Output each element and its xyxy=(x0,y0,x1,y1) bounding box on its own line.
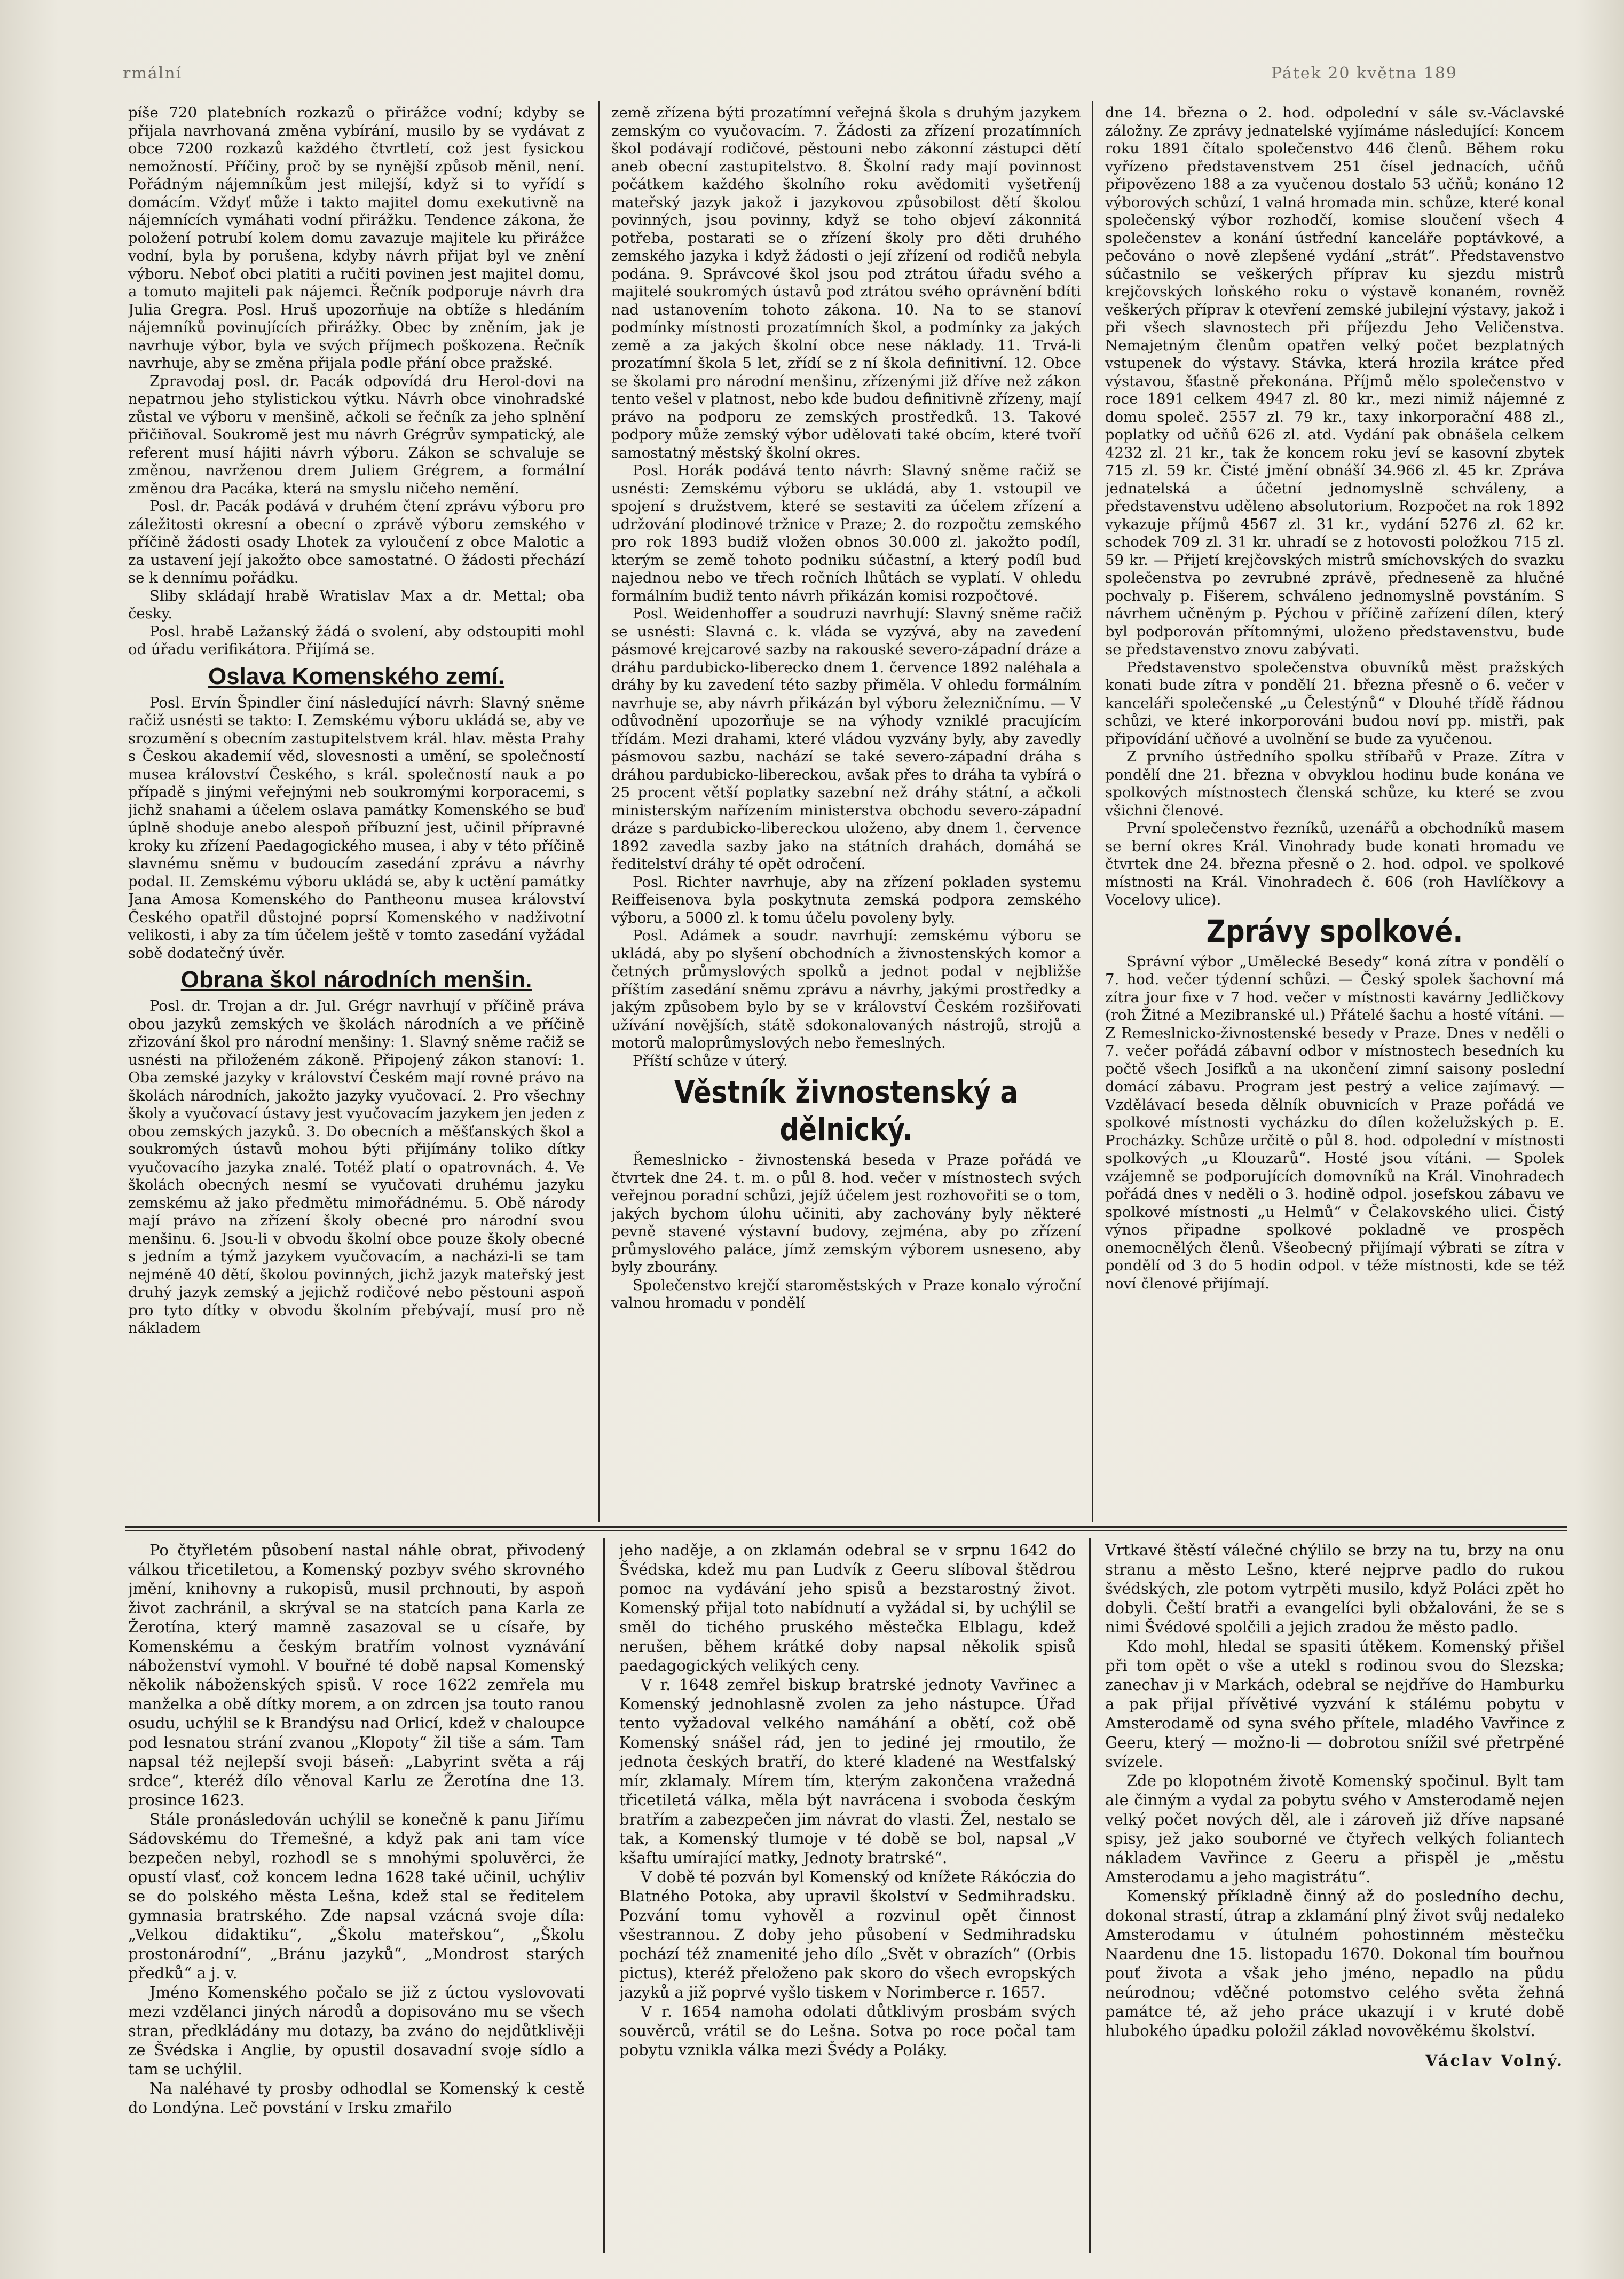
col3-paragraph-1: dne 14. března o 2. hod. odpolední v sále sv.-Václavské záložny. Ze zprávy jednatelské vyjímáme následující: Koncem roku 1891 čítalo společenstvo 446 členů. Během roku vyřízeno představenstvem 251 čísel jednacích, učňů připovězeno 188 a za vyučenou dostalo 53 učňů; konáno 12 výborových schůzí, 1 valná hromada min. schůze, které konal společenský výbor rozhodčí, komise sloučení všech 4 společenstev a konání ústřední kanceláře poptávkové, a pečováno o nově zlepšené vydání „strát“. Představenstvo súčastnilo se veškerých příprav ku sjezdu mistrů krejčovských loňského roku o výstavě konaném, rovněž veškerých příprav k otevření zemské jubilejní výstavy, jakož i při všech slavnostech při příjezdu Jeho Veličenstva. Nemajetným členům opatřen velký počet bezplatných vstupenek do výstavy. Stávka, která hrozila krátce před výstavou, šťastně překonána. Příjmů mělo společenstvo v roce 1891 celkem 4947 zl. 80 kr., mezi nimiž nájemné z domu společ. 2557 zl. 79 kr., taxy inkorporační 488 zl., poplatky od učňů 626 zl. atd. Vydání pak obnášela celkem 4232 zl. 21 kr., tak že koncem roku jeví se kasovní zbytek 715 zl. 59 kr. Čisté jmění obnáší 34.966 zl. 45 kr. Zpráva jednatelská a účetní jednomyslně schváleny, a představenstvu uděleno absolutorium. Rozpočet na rok 1892 vykazuje příjmů 4567 zl. 31 kr., vydání 5276 zl. 62 kr. schodek 709 zl. 31 kr. uhradí se z hotovosti položkou 715 zl. 59 kr. — Přijetí krejčovských mistrů smíchovských do svazku společenstva po zevrubné zprávě, předneseně za hlučné pochvaly p. Fišerem, schváleno jednomyslně povstáním. S návrhem učněným p. Pýchou v příčině zařízení dílen, který byl podporován přítomnými, uloženo představenstvu, bude se představenstvo znovu zabývati. xyxy=(1105,104,1564,658)
section-heading-oslava: Oslava Komenského zemí. xyxy=(208,663,505,689)
feuilleton-c3: Zde po klopotném životě Komenský spočinul. Bylt tam ale činným a vydal za pobytu svého v Amsterodamě nejen velký počet nových děl, ale i zároveň již dříve napsané spisy, jež jako souborné ve čtyřech velkých foliantech nákladem Vavřince z Geeru a přispěl je „městu Amsterodamu a jeho magistrátu“. xyxy=(1105,1772,1564,1886)
col2-paragraph-4: Posl. Richter navrhuje, aby na zřízení pokladen systemu Reiffeisenova byla poskytnuta zemská podpora zemského výboru, a 5000 zl. k tomu účelu povoleny byly. xyxy=(611,873,1081,926)
col2-paragraph-5: Posl. Adámek a soudr. navrhují: zemskému výboru se ukládá, aby po slyšení obchodních a živnostenských komor a četných průmyslových spolků a jednot podal v nejbližše příštím zasedání sněmu zprávu a návrhy, jakými prostředky a jakým způsobem bylo by se v království Českém rozšiřovati užívání novějších, státě sdokonalovaných nástrojů, strojů a motorů maloprůmyslových nebo řemeslných. xyxy=(611,927,1081,1051)
feuilleton-column-1 xyxy=(128,1541,585,2251)
col1-paragraph-7: Posl. dr. Trojan a dr. Jul. Grégr navrhují v příčině práva obou jazyků zemských ve školách národních a ve příčině zřizování škol pro národní menšiny: 1. Slavný sněme račiž se usnésti na přiloženém zákoně. Připojený zákon stanoví: 1. Oba zemské jazyky v království Českém mají rovné právo na školách národních, jakožto jazyky vyučovací. 2. Pro všechny školy a vyučovací ústavy jest vyučovacím jazykem jen jeden z obou zemských jazyků. 3. Do obecních a měšťanských škol a soukromých ústavů mohou býti přijímány toliko dítky vyučovacího jazyka znalé. Totéž platí o opatrovnách. 4. Ve školách obecných nesmí se vyučovati druhému jazyku zemskému až jako předmětu mimořádnému. 5. Obě národy mají právo na zřízení školy obecné pro národní svou menšinu. 6. Jsou-li v obvodu školní obce pouze školy obecné s jedním a týmž jazykem vyučovacím, a nacházi-li se tam nejméně 40 dětí, školou povinných, jichž jazyk mateřský jest druhý jazyk zemský a jejichž rodičové nebo pěstouni aspoň pro tyto dítky v obvodu školním přebývají, musí pro ně nákladem xyxy=(128,997,585,1337)
col3-paragraph-4: První společenstvo řezníků, uzenářů a obchodníků masem se berní okres Král. Vinohrady bude konati hromadu ve čtvrtek dne 24. března přesně o 2. hod. odpol. ve spolkové místnosti na Král. Vinohradech č. 606 (roh Havlíčkovy a Vocelovy ulice). xyxy=(1105,820,1564,908)
col3-paragraph-5: Správní výbor „Umělecké Besedy“ koná zítra v pondělí o 7. hod. večer týdenní schůzi. — Český spolek šachovní má zítra jour fixe v 7 hod. večer v místnosti kavárny Jedličkovy (roh Žitné a Mezibranské ul.) Přátelé šachu a hosté vítáni. — Z Remeslnicko-živnostenské besedy v Praze. Dnes v neděli o 7. večer pořádá zábavní odbor v místnostech besedních ku počtě všech Josifků a na ukončení zimní saisony poslední domácí zábavu. Program jest pestrý a velice zajímavý. — Vzdělávací beseda dělník obuvnicích v Praze pořádá ve spolkové místnosti vycházku do dílen koželužských p. E. Procházky. Schůze určitě o půl 8. hod. odpolední v místnosti spolkových „u Klouzarů“. Hosté jsou vítáni. — Spolek vzájemně se podporujících domovníků na Král. Vinohradech pořádá dnes v neděli o 3. hodině odpol. josefskou zábavu ve spolkové místnosti „u Helmů“ v Čelakovského ulici. Čistý výnos připadne spolkové pokladně ve prospěch onemocnělých členů. Všeobecný přijímají výbrati se zítra v pondělí od 3 do 5 hodin odpol. v téže místnosti, kde se též noví členové přijímají. xyxy=(1105,953,1564,1292)
feuilleton-divider-2 xyxy=(1089,1538,1091,2253)
feuilleton-column-2 xyxy=(619,1541,1076,2251)
feuilleton-b2: V r. 1648 zemřel biskup bratrské jednoty Vavřinec a Komenský jednohlasně zvolen za jeho nástupce. Úřad tento vyžadoval velkého namáhání a obětí, což obě Komenský snášel rád, jen to jediné jej rmoutilo, že jednota českých bratří, do které kladené na Westfalský mír, zklamaly. Mírem tím, kterým zakončena vražedná třicetiletá válka, měla být navrácena i svoboda českým bratřím a zabezpečen jim návrat do vlasti. Žel, nestalo se tak, a Komenský tlumoje v té době se bol, napsal „V kšaftu umírající matky, Jednoty bratrské“. xyxy=(619,1676,1076,1867)
feuilleton-a2: Stále pronásledován uchýlil se konečně k panu Jiřímu Sádovskému do Třemešné, a když pak ani tam více bezpečen nebyl, rozhodl se s mnohými spoluvěrci, že opustí vlasť, což koncem ledna 1628 také učinil, uchýliv se do polského města Lešna, kdež stal se ředitelem gymnasia bratrského. Zde napsal vzácná svoje díla: „Velkou didaktiku“, „Školu mateřskou“, „Školu prostonárodní“, „Bránu jazyků“, „Mondrost starých předků“ a j. v. xyxy=(128,1810,585,1982)
feuilleton-b1: jeho naděje, a on zklamán odebral se v srpnu 1642 do Švédska, kdež mu pan Ludvík z Geeru slíboval štědrou pomoc na vydávání jeho spisů a bezstarostný život. Komenský přijal toto nabídnutí a vyžádal si, by uchýlil se směl do tichého pruského městečka Elblagu, kdež nerušen, během krátké doby napsal několik spisů paedagogických velikých ceny. xyxy=(619,1541,1076,1675)
header-fragment-left: rmální xyxy=(123,64,183,83)
header-fragment-right: Pátek 20 května 189 xyxy=(1271,64,1457,83)
col2-paragraph-7: Řemeslnicko - živnostenská beseda v Praze pořádá ve čtvrtek dne 24. t. m. o půl 8. hod. večer v místnostech svých veřejnou poradní schůzi, jejíž účelem jest rozhovořiti se o tom, jakých bychom úlohu učiniti, aby zachovány byly některé pevně stavené výstavní budovy, zejména, aby po zřízení průmyslového paláce, jímž zemským výborem usneseno, aby byly zbourány. xyxy=(611,1151,1081,1276)
running-header xyxy=(123,64,1521,96)
col2-paragraph-6: Příští schůze v úterý. xyxy=(633,1052,788,1070)
column-1 xyxy=(128,104,585,1514)
col2-paragraph-8: Společenstvo krejčí staroměstských v Praze konalo výroční valnou hromadu v pondělí xyxy=(611,1276,1081,1311)
feuilleton-c4: Komenský příkladně činný až do posledního dechu, dokonal strastí, útrap a zklamání plný život svůj nedaleko Amsterodamu v útulném pohostinném městečku Naardenu dne 15. listopadu 1670. Dokonal tím bouřnou pouť života a však jeho jméno, nepadlo na půdu neúrodnou; vděčné potomstvo celého světa žehná památce té, až jeho práce ukazují i v kruté době hlubokého úpadku položil základ novověkému školství. xyxy=(1105,1887,1564,2040)
col1-paragraph-5: Posl. hrabě Lažanský žádá o svolení, aby odstoupiti mohl od úřadu verifikátora. Přijímá se. xyxy=(128,623,585,658)
col1-paragraph-6: Posl. Ervín Špindler činí následující návrh: Slavný sněme račiž usnésti se takto: I. Zemskému výboru ukládá se, aby ve srozumění s obecním zastupitelstvem král. hlav. města Prahy s Českou akademií věd, slovesnosti a umění, se společností musea království Českého, s král. společností nauk a po případě s jinými veřejnými neb soukromými korporacemi, s jichž snahami a účelem oslava památky Komenského se buď úplně shoduje anebo alespoň příbuzní jest, učinil přípravné kroky ku zřízení Paedagogického musea, i aby v této příčině slavnému sněmu v budoucím zasedání zprávu a návrhy podal. II. Zemskému výboru ukládá se, aby k uctění památky Jana Amosa Komenského do Pantheonu musea království Českého opatřil důstojné poprsí Komenského v nadživotní velikosti, i aby za tím účelem ještě v tomto zasedání vyžádal sobě dodatečný úvěr. xyxy=(128,694,585,962)
author-signature: Václav Volný. xyxy=(1425,2052,1564,2070)
column-2 xyxy=(611,104,1081,1514)
section-heading-vestnik: Věstník živnostenský a dělnický. xyxy=(674,1074,1019,1148)
column-divider-2 xyxy=(1092,101,1093,1522)
column-divider-1 xyxy=(598,101,600,1522)
feuilleton-c1: Vrtkavé štěstí válečné chýlilo se brzy na tu, brzy na onu stranu a město Lešno, které nejprve padlo do rukou švédských, zle potom vytrpěti musilo, když Poláci zpět ho dobyli. Čeští bratři a evangelíci byli obžalováni, že se s nimi Švédové spolčili a jejich zradou že město padlo. xyxy=(1105,1541,1564,1636)
feuilleton-divider-1 xyxy=(603,1538,605,2253)
feuilleton-a1: Po čtyřletém působení nastal náhle obrat, přivodený válkou třicetiletou, a Komenský pozbyv svého skrovného jmění, knihovny a rukopisů, musil prchnouti, by aspoň život zachránil, a skrýval se na statcích pana Karla ze Žerotína, který mamně zasazoval se u císaře, by Komenskému a českým bratřím volnost vyznávání náboženství vymohl. V bouřné té době napsal Komenský několik náboženských spisů. V roce 1622 zemřela mu manželka a obě dítky morem, a on zdrcen jsa touto ranou osudu, uchýlil se k Brandýsu nad Orlicí, kdež v chaloupce pod lesnatou strání zvanou „Klopoty“ žil tiše a sám. Tam napsal též nejlepší svoji báseň: „Labyrint světa a ráj srdce“, kteréž dílo věnoval Karlu ze Žerotína dne 13. prosince 1623. xyxy=(128,1541,585,1809)
feuilleton-a4: Na naléhavé ty prosby odhodlal se Komenský k cestě do Londýna. Leč povstání v Irsku zmařilo xyxy=(128,2079,585,2117)
col2-paragraph-1: země zřízena býti prozatímní veřejná škola s druhým jazykem zemským co vyučovacím. 7. Žádosti za zřízení prozatímních škol podávají rodičové, pěstouni nebo zákonní zástupci dětí aneb obecní zastupitelstvo. 8. Školní rady mají povinnost počátkem každého školního roku avědomiti vyšetřeníj mateřský jazyk jakož i jazykovou způsobilost dětí školou povinných, jsou povinny, když se toho objeví zákonnitá potřeba, postarati se o zřízení školy pro děti druhého zemského jazyka i když žádosti o její zřízení od rodičů nebyla podána. 9. Správcové škol jsou pod ztrátou úřadu svého a majitelé soukromých ústavů pod ztrátou svého oprávnění bdíti nad ustanovením tohoto zákona. 10. Na to se stanoví podmínky místnosti prozatímních škol, a podmínky za jakých země a za jakých školní obce nese náklady. 11. Trvá-li prozatímní škola 5 let, zřídí se z ní škola definitivní. 12. Obce se školami pro národní menšinu, zřízenými již dříve než zákon tento vešel v platnost, nebo kde budou definitivně zřízeny, mají právo na podporu ze zemských prostředků. 13. Takové podpory může zemský výbor udělovati také obcím, které tvoří samostatný městský školní okres. xyxy=(611,104,1081,461)
col2-paragraph-3: Posl. Weidenhoffer a soudruzi navrhují: Slavný sněme račiž se usnésti: Slavná c. k. vláda se vyzývá, aby na zavedení pásmové krejcarové sazby na rakouské severo-západní dráze a dráhu pardubicko-liberecko dnem 1. července 1892 naléhala a dráhy by ku zavedení této sazby přiměla. V ohledu formálním navrhuje se, aby návrh přikázán byl výboru železničnímu. — V odůvodnění upozorňuje se na výhody vzniklé pracujícím třídám. Mezi drahami, které vládou vyzvány byly, aby zavedly pásmovou sazbu, nachází se také severo-západní dráha s dráhou pardubicko-libereckou, avšak přes to dráha ta vybírá o 25 procent větší poplatky sazební než dráhy státní, a ačkoli ministerským nařízením ministerstva obchodu severo-západní dráze s pardubicko-libereckou uloženo, aby dnem 1. července 1892 zavedla sazby jako na státních drahách, domáhá se ředitelství dráhy té opět odročení. xyxy=(611,605,1081,873)
feuilleton-a3: Jméno Komenského počalo se již z úctou vyslovovati mezi vzdělanci jiných národů a dopisováno mu se všech stran, předkládány mu dotazy, ba zváno do nejdůtklivěji ze Švédska i Anglie, by opustil dosavadní svoje sídlo a tam se uchýlil. xyxy=(128,1983,585,2078)
section-heading-zpravy: Zprávy spolkové. xyxy=(1206,913,1463,949)
feuilleton-column-3 xyxy=(1105,1541,1564,2251)
feuilleton-b4: V r. 1654 namoha odolati důtklivým prosbám svých souvěrců, vrátil se do Lešna. Sotva po roce počal tam pobytu vznikla válka mezi Švédy a Poláky. xyxy=(619,2002,1076,2059)
col1-paragraph-1: píše 720 platebních rozkazů o přirážce vodní; kdyby se přijala navrhovaná změna vybírání, musilo by se vydávat z obce 7200 rozkazů každého čtvrtletí, což jest fysickou nemožností. Příčiny, proč by se nynější způsob měnil, není. Pořádným nájemníkům jest milejší, když si to vyřídí s domácím. Vždyť může i takto majitel domu exekutivně na nájemnících vymáhati vodní přirážku. Tendence zákona, že položení potrubí kolem domu zavazuje majitele ku přirážce vodní, byla by porušena, kdyby návrh přijat byl ve znění výboru. Neboť obci platiti a ručiti povinen jest majitel domu, a tomuto majiteli pak nájemci. Řečník podporuje návrh dra Julia Gregra. Posl. Hruš upozorňuje na obtíže s hledáním nájemníků povinujících přirážky. Obec by zněním, jak je navrhuje výbor, byla ve svých příjmech poškozena. Řečník navrhuje, aby se změna přijala podle přání obce pražské. xyxy=(128,104,585,372)
section-heading-obrana: Obrana škol národních menšin. xyxy=(180,966,532,993)
feuilleton-rule xyxy=(125,1526,1567,1528)
feuilleton-b3: V době té pozván byl Komenský od knížete Rákóczia do Blatného Potoka, aby upravil školství v Sedmihradsku. Pozvání tomu vyhověl a rozvinul opět činnost všestrannou. Z doby jeho působení v Sedmihradsku pochází též znamenité jeho dílo „Svět v obrazích“ (Orbis pictus), kteréž přeloženo pak skoro do všech evropských jazyků a již poprvé vyšlo tiskem v Norimberce r. 1657. xyxy=(619,1868,1076,2001)
column-3 xyxy=(1105,104,1564,1514)
feuilleton-c2: Kdo mohl, hledal se spasiti útěkem. Komenský přišel při tom opět o vše a utekl s rodinou svou do Slezska; zanechav ji v Markách, odebral se nejdříve do Hamburku a pak přijal přívětivé vyzvání k stálému pobytu v Amsterodamě od syna svého přítele, mladého Vavřince z Geeru, který — možno-li — dobrotou snížil své přetrpěné svízele. xyxy=(1105,1637,1564,1771)
col1-paragraph-2: Zpravodaj posl. dr. Pacák odpovídá dru Herol-dovi na nepatrnou jeho stylistickou výtku. Návrh obce vinohradské zůstal ve výboru v menšině, ačkoli se řečník za jeho splnění přičiňoval. Soukromě jest mu návrh Grégrův sympatický, ale referent musí hájiti návrh výboru. Zákon se schvaluje se změnou, navrženou drem Juliem Grégrem, a formální změnou dra Pacáka, která na smyslu ničeho nemění. xyxy=(128,372,585,497)
col1-paragraph-3: Posl. dr. Pacák podává v druhém čtení zprávu výboru pro záležitosti okresní a obecní o zprávě výboru zemského v příčině žádosti osady Lhotek za vyloučení z obce Malotic a za ustavení její jakožto obce samostatné. O žádosti přechází se k dennímu pořádku. xyxy=(128,498,585,586)
col3-paragraph-2: Představenstvo společenstva obuvníků měst pražských konati bude zítra v pondělí 21. března přesně o 6. večer v kanceláři společenské „u Čelestýnů“ v Dlouhé třídě řádnou schůzi, ve které inkorporováni budou noví pp. mistři, pak připovídání učňové a uvolnění se bude za vyučenou. xyxy=(1105,658,1564,748)
col3-paragraph-3: Z prvního ústředního spolku stříbařů v Praze. Zítra v pondělí dne 21. března v obvyklou hodinu bude konána ve spolkových místnostech členská schůze, ku které se zvou všichni členové. xyxy=(1105,748,1564,819)
col2-paragraph-2: Posl. Horák podává tento návrh: Slavný sněme račiž se usnésti: Zemskému výboru se ukládá, aby 1. vstoupil ve spojení s družstvem, které se sestaviti za účelem zřízení a udržování plodinové tržnice v Praze; 2. do rozpočtu zemského pro rok 1893 budiž vložen obnos 30.000 zl. jakožto podíl, kterým se země tohoto podniku súčastní, a který podíl bud najednou nebo ve třech ročních lhůtách se vyplatí. V ohledu formálním budiž tento návrh přikázán komisi rozpočtové. xyxy=(611,462,1081,604)
feuilleton-rule-2 xyxy=(125,1530,1567,1531)
col1-paragraph-4: Sliby skládají hrabě Wratislav Max a dr. Mettal; oba česky. xyxy=(128,587,585,622)
